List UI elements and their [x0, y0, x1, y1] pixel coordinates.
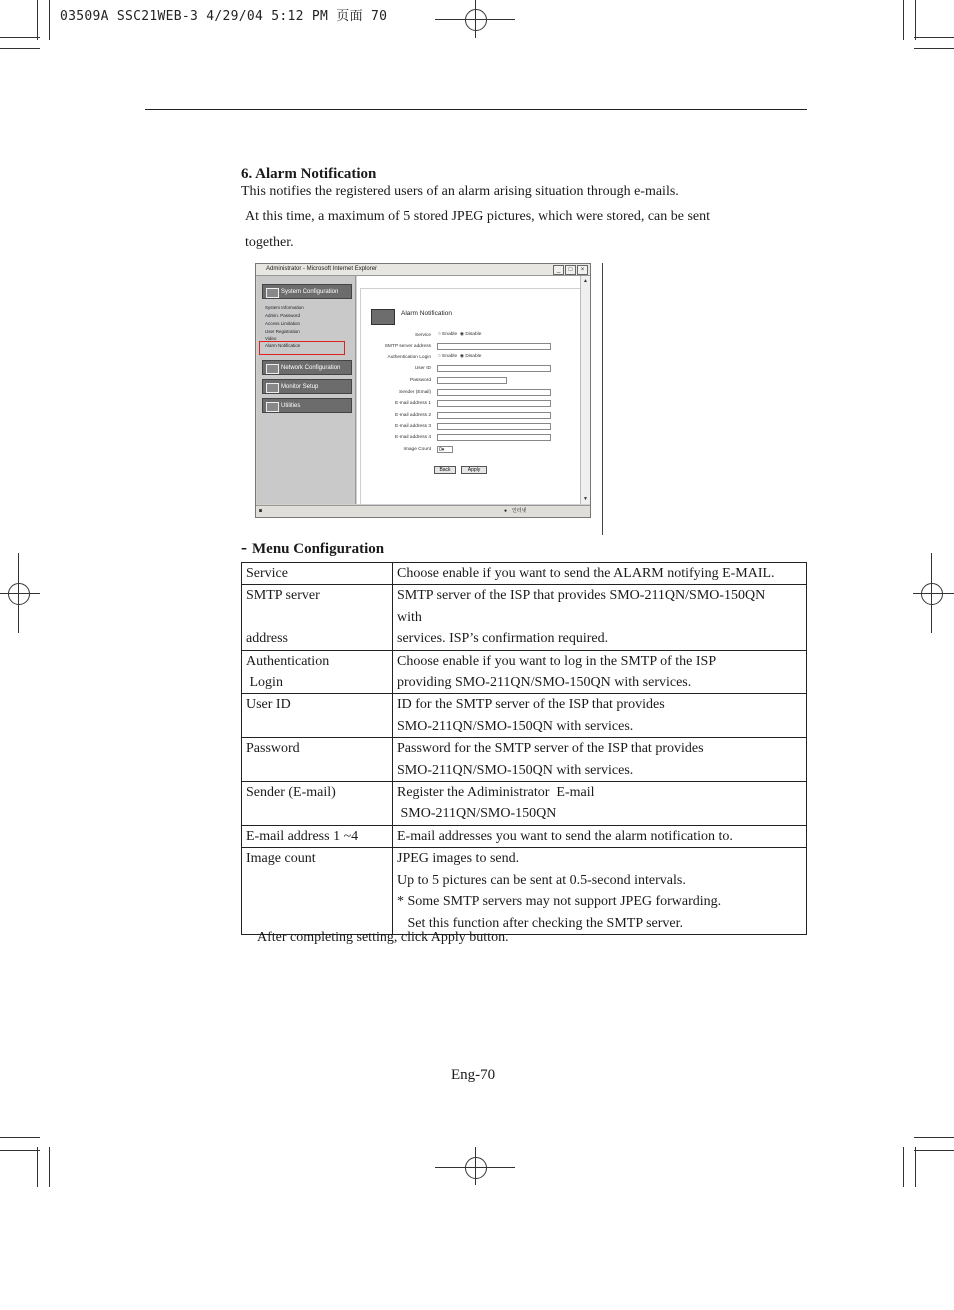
- screenshot-figure: [255, 263, 591, 518]
- field-label: Password: [409, 378, 431, 383]
- desc-line: Choose enable if you want to log in the SMTP of the ISP: [397, 653, 717, 669]
- desc-line: Set this function after checking the SMTP server.: [397, 915, 684, 931]
- table-row: [242, 782, 807, 826]
- field-label: Image Count: [403, 447, 431, 452]
- table-cell-key: Service: [242, 563, 393, 585]
- crop-mark: [0, 1137, 40, 1138]
- crop-mark: [0, 48, 40, 49]
- scrollbar: [580, 276, 590, 504]
- auth-radio: ○ Enable ◉ Disable: [438, 354, 482, 359]
- table-cell-key: User ID: [242, 694, 393, 738]
- desc-line: SMO-211QN/SMO-150QN with services.: [397, 762, 634, 778]
- after-note: After completing setting, click Apply button.: [257, 930, 509, 945]
- page-number: Eng-70: [451, 1067, 496, 1083]
- field-label: Service: [415, 333, 431, 338]
- crop-mark: [49, 0, 50, 40]
- intro-line-1: This notifies the registered users of an alarm arising situation through e-mails.: [241, 184, 679, 199]
- table-cell-key: SMTP server address: [242, 585, 393, 650]
- desc-line: Choose enable if you want to send the ALARM notifying E-MAIL.: [397, 566, 775, 581]
- registration-mark: [8, 583, 30, 605]
- table-row: [242, 563, 807, 585]
- panel-title: Alarm Notification: [401, 310, 452, 317]
- scroll-up-icon: ▲: [583, 278, 588, 284]
- table-row: [242, 848, 807, 935]
- desc-line: with: [397, 609, 422, 625]
- back-button: Back: [434, 466, 456, 474]
- registration-mark: [18, 553, 19, 633]
- page-icon: ◙: [259, 508, 263, 514]
- crop-mark: [0, 1150, 40, 1151]
- table-cell-desc: [393, 694, 807, 738]
- table-cell-key: Authentication Login: [242, 650, 393, 694]
- print-slug: 03509A SSC21WEB-3 4/29/04 5:12 PM 页面 70: [60, 9, 388, 24]
- desc-line: * Some SMTP servers may not support JPEG forwarding.: [397, 894, 722, 910]
- field-label: User ID: [414, 366, 431, 371]
- crop-mark: [903, 1147, 904, 1187]
- tools-icon: [266, 402, 279, 412]
- maximize-icon: □: [565, 265, 576, 275]
- minimize-icon: _: [553, 265, 564, 275]
- sender-input: [437, 389, 551, 396]
- field-label: Sender (Email): [399, 390, 431, 395]
- table-row: [242, 738, 807, 782]
- highlight-box: [259, 341, 345, 355]
- intro-line-3: together.: [245, 235, 294, 250]
- sidebar-label: Utilities: [281, 403, 301, 409]
- registration-mark: [465, 9, 487, 31]
- table-cell-desc: [393, 738, 807, 782]
- scroll-down-icon: ▼: [583, 496, 588, 502]
- sidebar-sub-item: Access Limitation: [265, 321, 301, 326]
- sidebar-sub-item: Admin. Password: [265, 313, 301, 318]
- registration-mark: [913, 593, 954, 594]
- registration-mark: [475, 1147, 476, 1185]
- desc-line: SMTP server of the ISP that provides SMO-211QN/SMO-150QN: [397, 588, 766, 604]
- sidebar-sub-item: User Registration: [265, 329, 300, 334]
- table-cell-key: Image count: [242, 848, 393, 935]
- crop-mark: [915, 1147, 916, 1187]
- table-cell-key: Password: [242, 738, 393, 782]
- desc-line: services. ISP’s confirmation required.: [397, 631, 609, 647]
- sidebar-utilities: [262, 398, 352, 413]
- crop-mark: [914, 1137, 954, 1138]
- registration-mark: [465, 1157, 487, 1179]
- smtp-input: [437, 343, 551, 350]
- field-label: E-mail address 4: [395, 435, 431, 440]
- section-title: 6. Alarm Notification: [241, 166, 377, 182]
- status-bar: [256, 505, 590, 517]
- desc-line: SMO-211QN/SMO-150QN with services.: [397, 718, 634, 734]
- registration-mark: [475, 0, 476, 38]
- table-cell-desc: [393, 825, 807, 847]
- crop-mark: [915, 0, 916, 40]
- system-icon: [266, 288, 279, 298]
- sidebar-label: Network Configuration: [281, 365, 341, 371]
- monitor-icon: [266, 383, 279, 393]
- table-cell-key: E-mail address 1 ~4: [242, 825, 393, 847]
- crop-mark: [49, 1147, 50, 1187]
- desc-line: Password for the SMTP server of the ISP that provides: [397, 741, 704, 757]
- desc-line: Register the Adiministrator E-mail: [397, 785, 595, 801]
- alarm-panel-icon: [371, 309, 395, 325]
- registration-mark: [0, 593, 40, 594]
- window-title: Administrator - Microsoft Internet Explorer: [266, 266, 378, 272]
- userid-input: [437, 365, 551, 372]
- registration-mark: [921, 583, 943, 605]
- table-cell-desc: [393, 848, 807, 935]
- menu-config-title: - Menu Configuration: [241, 537, 385, 557]
- field-label: E-mail address 1: [395, 401, 431, 406]
- table-cell-key: Sender (E-mail): [242, 782, 393, 826]
- desc-line: providing SMO-211QN/SMO-150QN with services.: [397, 675, 692, 691]
- crop-mark: [914, 1150, 954, 1151]
- intro-line-2: At this time, a maximum of 5 stored JPEG pictures, which were stored, can be sent: [245, 209, 711, 224]
- desc-line: ID for the SMTP server of the ISP that provides: [397, 697, 665, 713]
- crop-mark: [37, 0, 38, 40]
- email1-input: [437, 400, 551, 407]
- table-row: [242, 694, 807, 738]
- figure-side-rule: [602, 263, 603, 535]
- sidebar-label: System Configuration: [281, 289, 339, 295]
- email2-input: [437, 412, 551, 419]
- alarm-form-panel: [360, 288, 584, 505]
- sidebar-monitor-setup: [262, 379, 352, 394]
- table-cell-desc: [393, 563, 807, 585]
- table-cell-desc: [393, 782, 807, 826]
- field-label: Authentication Login: [387, 355, 431, 360]
- sidebar-sub-item: System Information: [265, 305, 304, 310]
- sidebar-network-configuration: [262, 360, 352, 375]
- table-row: [242, 585, 807, 650]
- password-input: [437, 377, 507, 384]
- email3-input: [437, 423, 551, 430]
- crop-mark: [0, 37, 40, 38]
- desc-line: SMO-211QN/SMO-150QN: [397, 806, 557, 822]
- content-area: [357, 276, 581, 504]
- crop-mark: [37, 1147, 38, 1187]
- table-row: [242, 650, 807, 694]
- menu-config-table: [241, 562, 807, 935]
- sidebar-sub-item: Video: [265, 336, 277, 341]
- crop-mark: [903, 0, 904, 40]
- field-label: E-mail address 2: [395, 413, 431, 418]
- table-cell-desc: [393, 585, 807, 650]
- header-rule: [145, 109, 807, 110]
- close-icon: ×: [577, 265, 588, 275]
- browser-title-bar: [256, 264, 590, 276]
- apply-button: Apply: [461, 466, 487, 474]
- crop-mark: [914, 37, 954, 38]
- image-count-select: 0▾: [437, 446, 453, 453]
- desc-line: Up to 5 pictures can be sent at 0.5-second intervals.: [397, 872, 686, 888]
- table-row: [242, 825, 807, 847]
- crop-mark: [914, 48, 954, 49]
- sidebar: [257, 276, 356, 504]
- desc-line: JPEG images to send.: [397, 851, 520, 867]
- status-zone: 인터넷: [512, 508, 527, 514]
- service-radio: ○ Enable ◉ Disable: [438, 332, 482, 337]
- sidebar-label: Monitor Setup: [281, 384, 319, 390]
- network-icon: [266, 364, 279, 374]
- table-cell-desc: [393, 650, 807, 694]
- email4-input: [437, 434, 551, 441]
- internet-zone-icon: ●: [504, 508, 508, 514]
- field-label: SMTP server address: [384, 344, 431, 349]
- registration-mark: [931, 553, 932, 633]
- sidebar-sub-item-alarm: Alarm Notification: [265, 343, 301, 348]
- sidebar-system-configuration: [262, 284, 352, 299]
- desc-line: E-mail addresses you want to send the alarm notification to.: [397, 828, 733, 844]
- field-label: E-mail address 3: [395, 424, 431, 429]
